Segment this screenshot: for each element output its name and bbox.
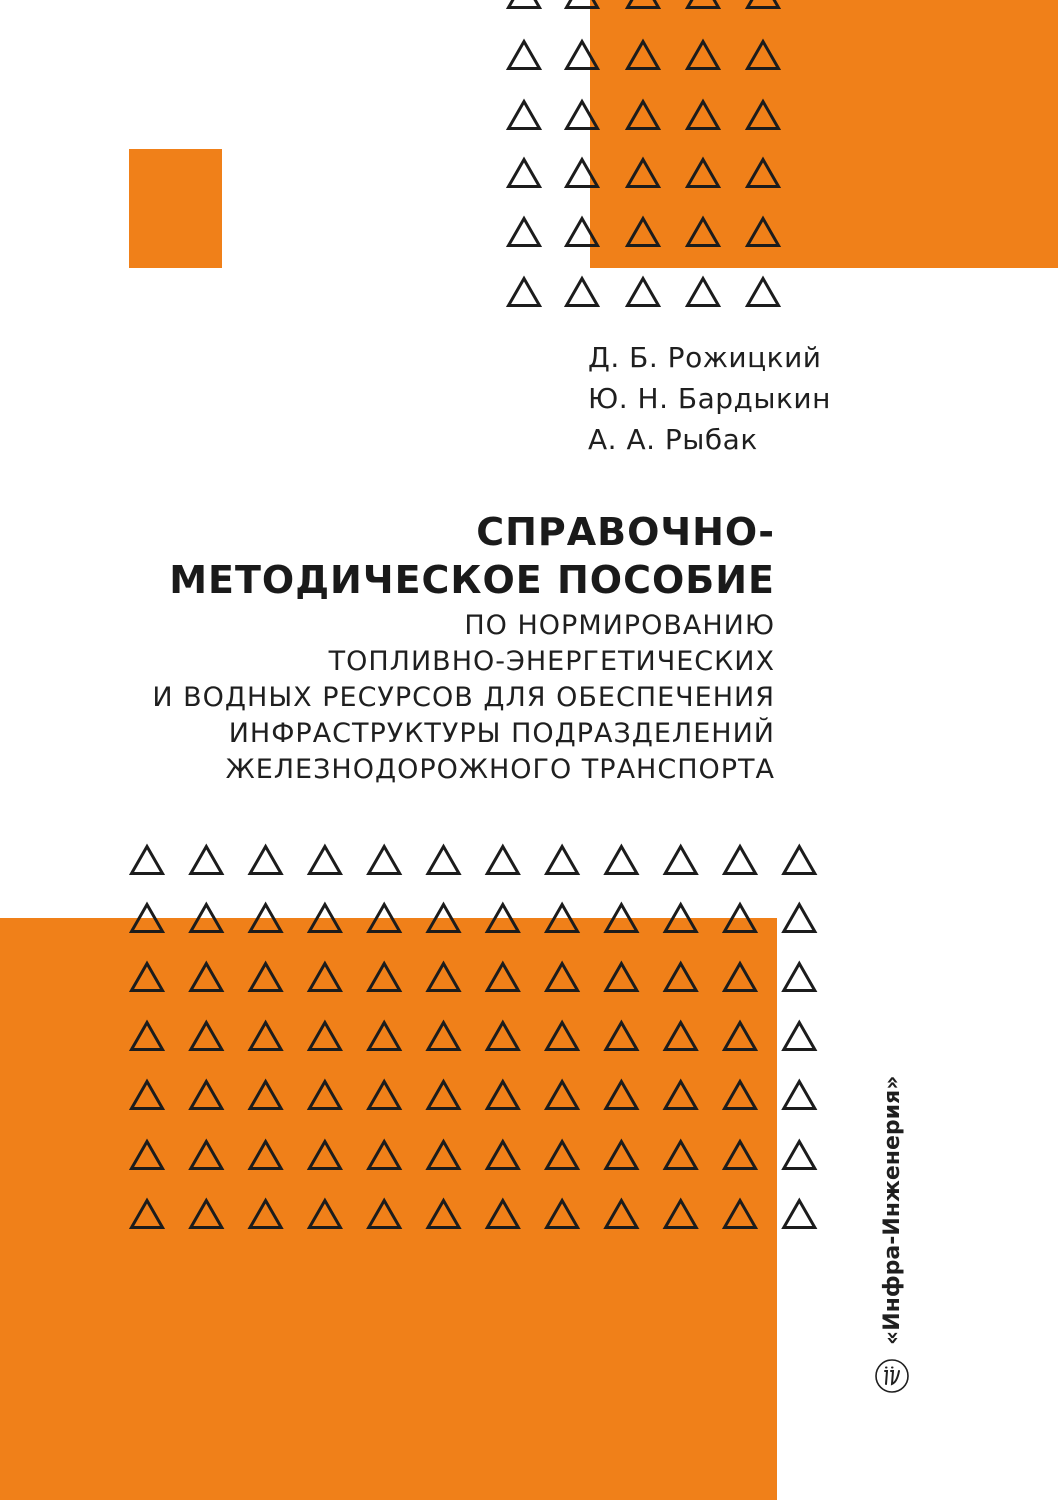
triangle-outline-icon: [428, 1142, 459, 1169]
triangle-outline-icon: [748, 0, 779, 8]
triangle-outline-icon: [369, 905, 400, 932]
triangle-outline-icon: [191, 1082, 222, 1109]
triangle-outline-icon: [567, 160, 598, 187]
triangle-outline-icon: [250, 1142, 281, 1169]
triangle-outline-icon: [748, 42, 779, 69]
triangle-outline-icon: [369, 1142, 400, 1169]
triangle-outline-icon: [784, 905, 815, 932]
triangle-outline-icon: [132, 847, 163, 874]
triangle-outline-icon: [665, 1082, 696, 1109]
triangle-outline-icon: [688, 0, 719, 8]
triangle-outline-icon: [369, 1201, 400, 1228]
authors: [588, 337, 888, 460]
triangle-outline-icon: [250, 1023, 281, 1050]
triangle-outline-icon: [784, 847, 815, 874]
publisher-logo-icon: [873, 1357, 911, 1395]
triangle-outline-icon: [567, 219, 598, 246]
triangle-outline-icon: [628, 279, 659, 306]
triangle-outline-icon: [606, 1023, 637, 1050]
triangle-outline-icon: [428, 1201, 459, 1228]
triangle-outline-icon: [725, 964, 756, 991]
triangle-outline-icon: [665, 847, 696, 874]
triangle-outline-icon: [191, 1142, 222, 1169]
triangle-outline-icon: [309, 1201, 340, 1228]
triangle-outline-icon: [191, 964, 222, 991]
triangle-outline-icon: [547, 1023, 578, 1050]
triangle-outline-icon: [606, 905, 637, 932]
triangle-outline-icon: [132, 1201, 163, 1228]
triangle-outline-icon: [487, 964, 518, 991]
triangle-outline-icon: [547, 1142, 578, 1169]
triangle-outline-icon: [606, 964, 637, 991]
triangle-outline-icon: [250, 847, 281, 874]
triangle-outline-icon: [606, 1082, 637, 1109]
triangle-outline-icon: [191, 1201, 222, 1228]
triangle-outline-icon: [132, 905, 163, 932]
triangle-outline-icon: [428, 964, 459, 991]
triangle-outline-icon: [547, 964, 578, 991]
triangle-outline-icon: [132, 964, 163, 991]
title-line: МЕТОДИЧЕСКОЕ ПОСОБИЕ: [169, 558, 775, 602]
triangle-outline-icon: [725, 847, 756, 874]
subtitle-line: ЖЕЛЕЗНОДОРОЖНОГО ТРАНСПОРТА: [225, 754, 775, 785]
triangle-outline-icon: [428, 905, 459, 932]
triangle-outline-icon: [487, 1082, 518, 1109]
triangle-outline-icon: [428, 847, 459, 874]
triangle-outline-icon: [748, 279, 779, 306]
subtitle: [15, 608, 775, 788]
triangle-outline-icon: [509, 160, 540, 187]
triangle-outline-icon: [606, 847, 637, 874]
triangle-outline-icon: [309, 905, 340, 932]
publisher-name: «Инфра-Инженерия»: [879, 1075, 905, 1345]
triangle-outline-icon: [309, 1082, 340, 1109]
triangle-outline-icon: [547, 1201, 578, 1228]
triangle-outline-icon: [725, 1082, 756, 1109]
triangle-outline-icon: [309, 1142, 340, 1169]
title-block: [15, 508, 775, 788]
triangle-outline-icon: [369, 847, 400, 874]
triangle-outline-icon: [132, 1023, 163, 1050]
triangle-outline-icon: [628, 42, 659, 69]
title-line: СПРАВОЧНО-: [476, 510, 775, 554]
triangle-outline-icon: [487, 1142, 518, 1169]
triangle-outline-icon: [309, 1023, 340, 1050]
triangle-outline-icon: [369, 1082, 400, 1109]
triangle-outline-icon: [665, 964, 696, 991]
triangle-outline-icon: [725, 1201, 756, 1228]
triangle-outline-icon: [748, 160, 779, 187]
triangle-outline-icon: [547, 1082, 578, 1109]
triangle-outline-icon: [725, 1142, 756, 1169]
triangle-outline-icon: [250, 905, 281, 932]
triangle-outline-icon: [132, 1142, 163, 1169]
publisher: [872, 1075, 912, 1395]
author-name: Д. Б. Рожицкий: [588, 341, 822, 374]
triangle-outline-icon: [567, 279, 598, 306]
triangle-outline-icon: [784, 1142, 815, 1169]
triangle-outline-icon: [665, 1142, 696, 1169]
triangle-outline-icon: [369, 964, 400, 991]
triangle-outline-icon: [688, 279, 719, 306]
author-name: Ю. Н. Бардыкин: [588, 382, 831, 415]
triangle-outline-icon: [369, 1023, 400, 1050]
triangle-outline-icon: [748, 102, 779, 129]
triangle-outline-icon: [547, 905, 578, 932]
triangle-outline-icon: [191, 847, 222, 874]
triangle-outline-icon: [606, 1201, 637, 1228]
triangle-outline-icon: [665, 1201, 696, 1228]
triangle-outline-icon: [606, 1142, 637, 1169]
triangle-outline-icon: [428, 1082, 459, 1109]
triangle-outline-icon: [547, 847, 578, 874]
triangle-outline-icon: [688, 160, 719, 187]
triangle-outline-icon: [665, 1023, 696, 1050]
triangle-outline-icon: [725, 905, 756, 932]
triangle-outline-icon: [509, 42, 540, 69]
triangle-outline-icon: [487, 1023, 518, 1050]
triangle-outline-icon: [784, 1023, 815, 1050]
triangle-outline-icon: [487, 847, 518, 874]
triangle-outline-icon: [628, 0, 659, 8]
triangle-outline-icon: [309, 964, 340, 991]
triangle-outline-icon: [250, 964, 281, 991]
triangle-outline-icon: [688, 42, 719, 69]
triangle-outline-icon: [784, 1201, 815, 1228]
triangle-outline-icon: [428, 1023, 459, 1050]
triangle-outline-icon: [784, 964, 815, 991]
triangle-outline-icon: [132, 1082, 163, 1109]
triangle-outline-icon: [748, 219, 779, 246]
subtitle-line: И ВОДНЫХ РЕСУРСОВ ДЛЯ ОБЕСПЕЧЕНИЯ: [152, 682, 775, 713]
triangle-outline-icon: [509, 219, 540, 246]
triangle-outline-icon: [725, 1023, 756, 1050]
author-name: А. А. Рыбак: [588, 423, 758, 456]
triangle-outline-icon: [191, 905, 222, 932]
subtitle-line: ИНФРАСТРУКТУРЫ ПОДРАЗДЕЛЕНИЙ: [228, 718, 775, 749]
triangle-outline-icon: [567, 0, 598, 8]
triangle-outline-icon: [665, 905, 696, 932]
subtitle-line: ТОПЛИВНО-ЭНЕРГЕТИЧЕСКИХ: [328, 646, 775, 677]
triangle-outline-icon: [487, 905, 518, 932]
triangle-outline-icon: [250, 1201, 281, 1228]
triangle-outline-icon: [250, 1082, 281, 1109]
triangle-outline-icon: [784, 1082, 815, 1109]
triangle-outline-icon: [688, 219, 719, 246]
subtitle-line: ПО НОРМИРОВАНИЮ: [464, 610, 775, 641]
triangle-outline-icon: [567, 42, 598, 69]
triangle-outline-icon: [628, 219, 659, 246]
triangle-outline-icon: [688, 102, 719, 129]
triangle-outline-icon: [191, 1023, 222, 1050]
triangle-outline-icon: [628, 102, 659, 129]
triangle-outline-icon: [567, 102, 598, 129]
triangle-outline-icon: [628, 160, 659, 187]
triangle-outline-icon: [309, 847, 340, 874]
triangle-outline-icon: [487, 1201, 518, 1228]
triangle-outline-icon: [509, 279, 540, 306]
triangle-outline-icon: [509, 102, 540, 129]
triangle-outline-icon: [509, 0, 540, 8]
